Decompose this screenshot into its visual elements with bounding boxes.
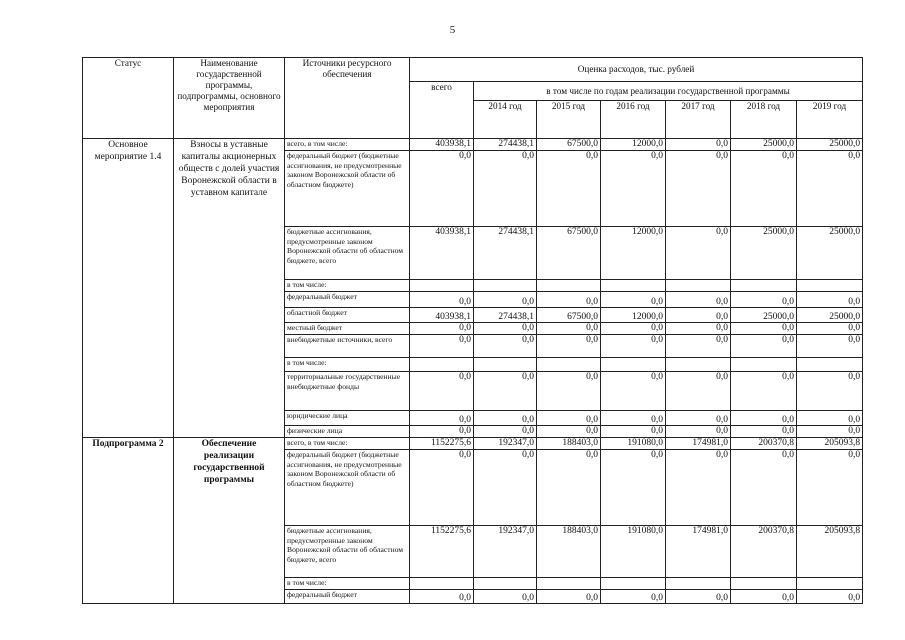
page-number: 5 <box>449 24 456 36</box>
value-cell: 188403,0 <box>537 438 601 450</box>
value-cell: 188403,0 <box>537 526 601 578</box>
source-cell: в том числе: <box>285 280 410 292</box>
source-cell: федеральный бюджет (бюджетные ассигнования, не предусмотренные законом Воронежской области об областном бюджете) <box>285 151 410 227</box>
table-row <box>83 438 863 450</box>
value-cell: 274438,1 <box>474 308 537 323</box>
value-cell: 0,0 <box>474 323 537 335</box>
value-cell <box>537 280 601 292</box>
source-cell: всего, в том числе: <box>285 139 410 151</box>
value-cell: 0,0 <box>731 426 797 438</box>
value-cell: 0,0 <box>474 372 537 411</box>
value-cell: 0,0 <box>731 335 797 358</box>
value-cell: 192347,0 <box>474 526 537 578</box>
value-cell: 12000,0 <box>601 139 666 151</box>
value-cell: 0,0 <box>797 292 863 308</box>
value-cell: 0,0 <box>731 292 797 308</box>
value-cell: 274438,1 <box>474 227 537 280</box>
source-cell: бюджетные ассигнования, предусмотренные законом Воронежской области об областном бюджете, всего <box>285 227 410 280</box>
name-cell: Обеспечение реализации государственной программы <box>174 438 285 604</box>
value-cell: 0,0 <box>537 151 601 227</box>
value-cell: 0,0 <box>797 426 863 438</box>
value-cell: 0,0 <box>601 151 666 227</box>
value-cell: 191080,0 <box>601 526 666 578</box>
value-cell: 12000,0 <box>601 308 666 323</box>
value-cell: 0,0 <box>731 590 797 604</box>
value-cell: 25000,0 <box>797 227 863 280</box>
value-cell <box>474 280 537 292</box>
value-cell: 0,0 <box>537 335 601 358</box>
value-cell <box>474 358 537 372</box>
value-cell: 0,0 <box>601 372 666 411</box>
value-cell: 0,0 <box>666 292 731 308</box>
value-cell: 25000,0 <box>731 308 797 323</box>
name-cell: Взносы в уставные капиталы акционерных обществ с долей участия Воронежской области в уставном капитале <box>174 139 285 438</box>
value-cell: 0,0 <box>474 450 537 526</box>
value-cell: 25000,0 <box>797 308 863 323</box>
value-cell <box>601 358 666 372</box>
value-cell: 0,0 <box>797 590 863 604</box>
value-cell: 0,0 <box>601 450 666 526</box>
header-name: Наименование государственной программы, подпрограммы, основного мероприятия <box>174 58 285 139</box>
value-cell: 174981,0 <box>666 526 731 578</box>
header-year: 2018 год <box>731 101 797 139</box>
value-cell: 192347,0 <box>474 438 537 450</box>
source-cell: местный бюджет <box>285 323 410 335</box>
value-cell <box>666 280 731 292</box>
header-estimate: Оценка расходов, тыс. рублей <box>410 58 863 82</box>
value-cell: 0,0 <box>666 139 731 151</box>
value-cell <box>731 578 797 590</box>
value-cell <box>474 578 537 590</box>
value-cell: 67500,0 <box>537 227 601 280</box>
source-cell: всего, в том числе: <box>285 438 410 450</box>
value-cell: 0,0 <box>474 151 537 227</box>
value-cell: 0,0 <box>410 426 474 438</box>
value-cell: 1152275,6 <box>410 526 474 578</box>
value-cell: 0,0 <box>410 372 474 411</box>
value-cell <box>601 578 666 590</box>
value-cell: 191080,0 <box>601 438 666 450</box>
source-cell: федеральный бюджет <box>285 292 410 308</box>
header-sources: Источники ресурсного обеспечения <box>285 58 410 139</box>
source-cell: территориальные государственные внебюджетные фонды <box>285 372 410 411</box>
value-cell: 0,0 <box>410 411 474 426</box>
value-cell: 0,0 <box>601 590 666 604</box>
value-cell <box>537 578 601 590</box>
header-year: 2015 год <box>537 101 601 139</box>
value-cell: 0,0 <box>666 308 731 323</box>
value-cell: 0,0 <box>474 590 537 604</box>
value-cell <box>731 280 797 292</box>
value-cell: 0,0 <box>474 426 537 438</box>
value-cell: 0,0 <box>666 450 731 526</box>
value-cell: 0,0 <box>797 372 863 411</box>
source-cell: в том числе: <box>285 358 410 372</box>
value-cell <box>410 358 474 372</box>
source-cell: юридические лица <box>285 411 410 426</box>
value-cell: 0,0 <box>601 292 666 308</box>
value-cell <box>666 578 731 590</box>
value-cell: 25000,0 <box>731 139 797 151</box>
value-cell: 174981,0 <box>666 438 731 450</box>
value-cell: 403938,1 <box>410 227 474 280</box>
header-year: 2014 год <box>474 101 537 139</box>
value-cell <box>537 358 601 372</box>
source-cell: физические лица <box>285 426 410 438</box>
value-cell: 0,0 <box>474 411 537 426</box>
value-cell <box>731 358 797 372</box>
value-cell: 25000,0 <box>731 227 797 280</box>
value-cell: 0,0 <box>797 411 863 426</box>
value-cell: 0,0 <box>666 227 731 280</box>
value-cell: 0,0 <box>797 450 863 526</box>
value-cell: 403938,1 <box>410 139 474 151</box>
value-cell: 0,0 <box>666 151 731 227</box>
value-cell: 0,0 <box>537 590 601 604</box>
value-cell: 0,0 <box>797 323 863 335</box>
value-cell: 67500,0 <box>537 308 601 323</box>
budget-table <box>82 57 863 604</box>
value-cell: 0,0 <box>666 323 731 335</box>
status-cell: Основное мероприятие 1.4 <box>83 139 174 438</box>
value-cell: 0,0 <box>601 426 666 438</box>
value-cell: 1152275,6 <box>410 438 474 450</box>
value-cell: 67500,0 <box>537 139 601 151</box>
value-cell: 12000,0 <box>601 227 666 280</box>
header-year: 2017 год <box>666 101 731 139</box>
value-cell: 0,0 <box>410 335 474 358</box>
value-cell <box>601 280 666 292</box>
source-cell: областной бюджет <box>285 308 410 323</box>
status-cell: Подпрограмма 2 <box>83 438 174 604</box>
value-cell: 0,0 <box>537 450 601 526</box>
value-cell: 200370,8 <box>731 526 797 578</box>
value-cell <box>410 280 474 292</box>
source-cell: внебюджетные источники, всего <box>285 335 410 358</box>
value-cell: 0,0 <box>474 292 537 308</box>
value-cell: 0,0 <box>410 151 474 227</box>
value-cell: 0,0 <box>410 323 474 335</box>
source-cell: федеральный бюджет (бюджетные ассигнования, не предусмотренные законом Воронежской области об областном бюджете) <box>285 450 410 526</box>
header-year: 2019 год <box>797 101 863 139</box>
value-cell: 0,0 <box>666 426 731 438</box>
value-cell: 0,0 <box>666 590 731 604</box>
value-cell: 0,0 <box>731 323 797 335</box>
value-cell: 0,0 <box>537 411 601 426</box>
value-cell: 25000,0 <box>797 139 863 151</box>
table-row <box>83 139 863 151</box>
value-cell: 0,0 <box>410 292 474 308</box>
value-cell: 200370,8 <box>731 438 797 450</box>
value-cell: 0,0 <box>731 411 797 426</box>
value-cell <box>797 578 863 590</box>
value-cell: 0,0 <box>666 411 731 426</box>
value-cell: 0,0 <box>601 335 666 358</box>
header-total: всего <box>410 82 474 139</box>
source-cell: бюджетные ассигнования, предусмотренные законом Воронежской области об областном бюджете, всего <box>285 526 410 578</box>
value-cell: 0,0 <box>537 372 601 411</box>
value-cell: 205093,8 <box>797 526 863 578</box>
value-cell: 0,0 <box>731 450 797 526</box>
value-cell: 0,0 <box>474 335 537 358</box>
value-cell: 0,0 <box>537 292 601 308</box>
header-year: 2016 год <box>601 101 666 139</box>
value-cell <box>666 358 731 372</box>
value-cell: 0,0 <box>731 151 797 227</box>
source-cell: федеральный бюджет <box>285 590 410 604</box>
value-cell <box>797 358 863 372</box>
value-cell: 274438,1 <box>474 139 537 151</box>
value-cell: 403938,1 <box>410 308 474 323</box>
value-cell: 205093,8 <box>797 438 863 450</box>
value-cell: 0,0 <box>410 590 474 604</box>
value-cell: 0,0 <box>601 411 666 426</box>
header-by-year: в том числе по годам реализации государственной программы <box>474 82 863 101</box>
value-cell: 0,0 <box>666 372 731 411</box>
value-cell <box>797 280 863 292</box>
value-cell: 0,0 <box>410 450 474 526</box>
value-cell <box>410 578 474 590</box>
value-cell: 0,0 <box>731 372 797 411</box>
value-cell: 0,0 <box>537 426 601 438</box>
value-cell: 0,0 <box>797 151 863 227</box>
header-status: Статус <box>83 58 174 139</box>
value-cell: 0,0 <box>797 335 863 358</box>
value-cell: 0,0 <box>601 323 666 335</box>
value-cell: 0,0 <box>666 335 731 358</box>
source-cell: в том числе: <box>285 578 410 590</box>
value-cell: 0,0 <box>537 323 601 335</box>
